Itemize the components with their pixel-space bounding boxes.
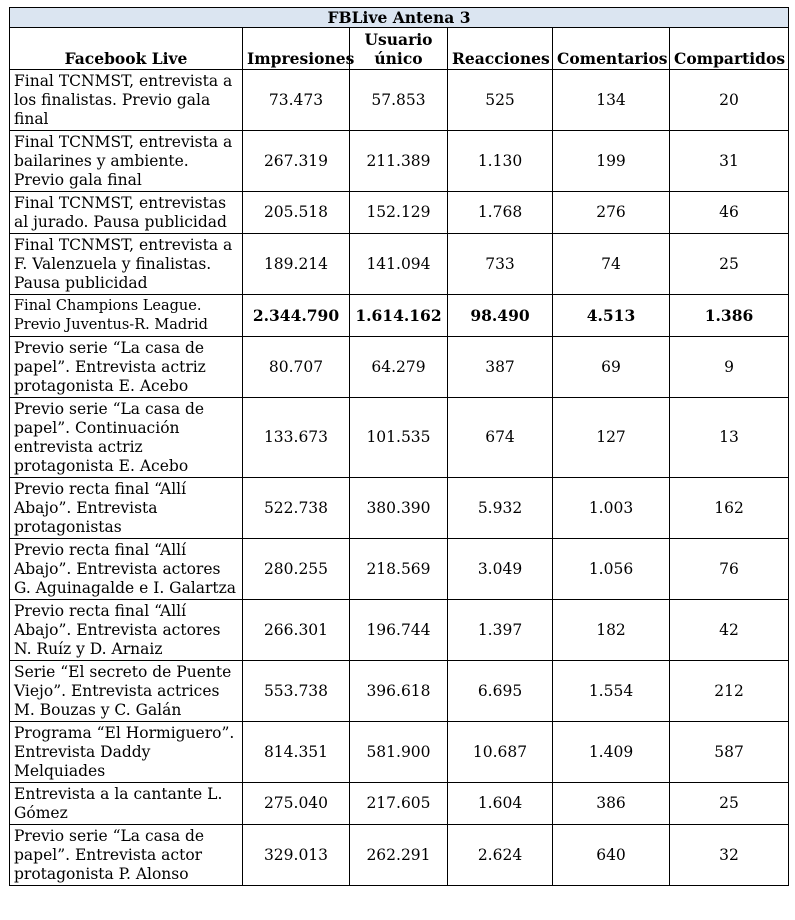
cell-impresiones: 329.013 (243, 825, 350, 886)
table-row (10, 131, 789, 192)
cell-compartidos: 9 (670, 337, 789, 398)
row-description: Final TCNMST, entrevistas al jurado. Pausa publicidad (10, 192, 243, 234)
cell-reacciones: 525 (448, 70, 553, 131)
cell-comentarios: 1.003 (553, 478, 670, 539)
cell-impresiones: 205.518 (243, 192, 350, 234)
table-row (10, 234, 789, 295)
table-row (10, 825, 789, 886)
row-description: Final TCNMST, entrevista a F. Valenzuela y finalistas. Pausa publicidad (10, 234, 243, 295)
row-description: Previo serie “La casa de papel”. Entrevista actor protagonista P. Alonso (10, 825, 243, 886)
cell-comentarios: 74 (553, 234, 670, 295)
cell-usuario-unico: 64.279 (350, 337, 448, 398)
cell-usuario-unico: 217.605 (350, 783, 448, 825)
cell-compartidos: 76 (670, 539, 789, 600)
cell-compartidos: 46 (670, 192, 789, 234)
cell-compartidos: 212 (670, 661, 789, 722)
cell-comentarios: 640 (553, 825, 670, 886)
cell-usuario-unico: 57.853 (350, 70, 448, 131)
cell-compartidos: 25 (670, 234, 789, 295)
cell-reacciones: 387 (448, 337, 553, 398)
cell-compartidos: 42 (670, 600, 789, 661)
cell-comentarios: 1.409 (553, 722, 670, 783)
row-description: Previo recta final “Allí Abajo”. Entrevista actores G. Aguinagalde e I. Galartza (10, 539, 243, 600)
column-header-impresiones: Impresiones (243, 28, 350, 70)
cell-reacciones: 1.768 (448, 192, 553, 234)
column-header-compartidos: Compartidos (670, 28, 789, 70)
cell-impresiones: 280.255 (243, 539, 350, 600)
table-row (10, 783, 789, 825)
cell-reacciones: 733 (448, 234, 553, 295)
cell-reacciones: 1.130 (448, 131, 553, 192)
cell-reacciones: 10.687 (448, 722, 553, 783)
table-title: FBLive Antena 3 (10, 8, 789, 28)
cell-impresiones: 133.673 (243, 398, 350, 478)
cell-impresiones: 266.301 (243, 600, 350, 661)
cell-usuario-unico: 396.618 (350, 661, 448, 722)
table-container (9, 7, 789, 886)
cell-impresiones: 522.738 (243, 478, 350, 539)
cell-comentarios: 199 (553, 131, 670, 192)
cell-usuario-unico: 262.291 (350, 825, 448, 886)
cell-reacciones: 5.932 (448, 478, 553, 539)
cell-reacciones: 1.397 (448, 600, 553, 661)
cell-impresiones: 80.707 (243, 337, 350, 398)
cell-impresiones: 267.319 (243, 131, 350, 192)
column-header-facebook-live: Facebook Live (10, 28, 243, 70)
fblive-table (9, 7, 789, 886)
cell-reacciones: 2.624 (448, 825, 553, 886)
cell-reacciones: 6.695 (448, 661, 553, 722)
cell-usuario-unico: 141.094 (350, 234, 448, 295)
cell-usuario-unico: 218.569 (350, 539, 448, 600)
cell-impresiones: 189.214 (243, 234, 350, 295)
row-description: Previo recta final “Allí Abajo”. Entrevista protagonistas (10, 478, 243, 539)
row-description: Programa “El Hormiguero”. Entrevista Daddy Melquiades (10, 722, 243, 783)
cell-impresiones: 275.040 (243, 783, 350, 825)
cell-comentarios: 4.513 (553, 295, 670, 337)
column-header-comentarios: Comentarios (553, 28, 670, 70)
cell-impresiones: 73.473 (243, 70, 350, 131)
table-row (10, 295, 789, 337)
cell-comentarios: 134 (553, 70, 670, 131)
row-description: Previo serie “La casa de papel”. Continuación entrevista actriz protagonista E. Acebo (10, 398, 243, 478)
cell-compartidos: 162 (670, 478, 789, 539)
cell-compartidos: 25 (670, 783, 789, 825)
cell-comentarios: 1.554 (553, 661, 670, 722)
row-description: Previo serie “La casa de papel”. Entrevista actriz protagonista E. Acebo (10, 337, 243, 398)
cell-comentarios: 386 (553, 783, 670, 825)
cell-compartidos: 20 (670, 70, 789, 131)
table-row (10, 337, 789, 398)
cell-usuario-unico: 581.900 (350, 722, 448, 783)
table-row (10, 661, 789, 722)
cell-impresiones: 2.344.790 (243, 295, 350, 337)
cell-compartidos: 32 (670, 825, 789, 886)
cell-usuario-unico: 380.390 (350, 478, 448, 539)
column-header-usuario-unico: Usuario único (350, 28, 448, 70)
table-row (10, 539, 789, 600)
table-row (10, 70, 789, 131)
cell-compartidos: 31 (670, 131, 789, 192)
cell-comentarios: 276 (553, 192, 670, 234)
cell-usuario-unico: 196.744 (350, 600, 448, 661)
cell-impresiones: 814.351 (243, 722, 350, 783)
cell-comentarios: 127 (553, 398, 670, 478)
cell-reacciones: 3.049 (448, 539, 553, 600)
cell-compartidos: 13 (670, 398, 789, 478)
row-description: Serie “El secreto de Puente Viejo”. Entrevista actrices M. Bouzas y C. Galán (10, 661, 243, 722)
table-row (10, 478, 789, 539)
row-description: Final TCNMST, entrevista a bailarines y ambiente. Previo gala final (10, 131, 243, 192)
cell-comentarios: 69 (553, 337, 670, 398)
cell-usuario-unico: 152.129 (350, 192, 448, 234)
cell-reacciones: 674 (448, 398, 553, 478)
row-description: Entrevista a la cantante L. Gómez (10, 783, 243, 825)
cell-comentarios: 182 (553, 600, 670, 661)
table-row (10, 722, 789, 783)
cell-comentarios: 1.056 (553, 539, 670, 600)
row-description: Final Champions League. Previo Juventus-R. Madrid (10, 295, 243, 337)
row-description: Final TCNMST, entrevista a los finalistas. Previo gala final (10, 70, 243, 131)
cell-impresiones: 553.738 (243, 661, 350, 722)
cell-compartidos: 587 (670, 722, 789, 783)
table-body (10, 70, 789, 886)
cell-usuario-unico: 101.535 (350, 398, 448, 478)
row-description: Previo recta final “Allí Abajo”. Entrevista actores N. Ruíz y D. Arnaiz (10, 600, 243, 661)
cell-compartidos: 1.386 (670, 295, 789, 337)
table-row (10, 398, 789, 478)
cell-usuario-unico: 211.389 (350, 131, 448, 192)
column-header-reacciones: Reacciones (448, 28, 553, 70)
table-row (10, 192, 789, 234)
header-row (10, 28, 789, 70)
table-row (10, 600, 789, 661)
cell-reacciones: 98.490 (448, 295, 553, 337)
cell-reacciones: 1.604 (448, 783, 553, 825)
cell-usuario-unico: 1.614.162 (350, 295, 448, 337)
